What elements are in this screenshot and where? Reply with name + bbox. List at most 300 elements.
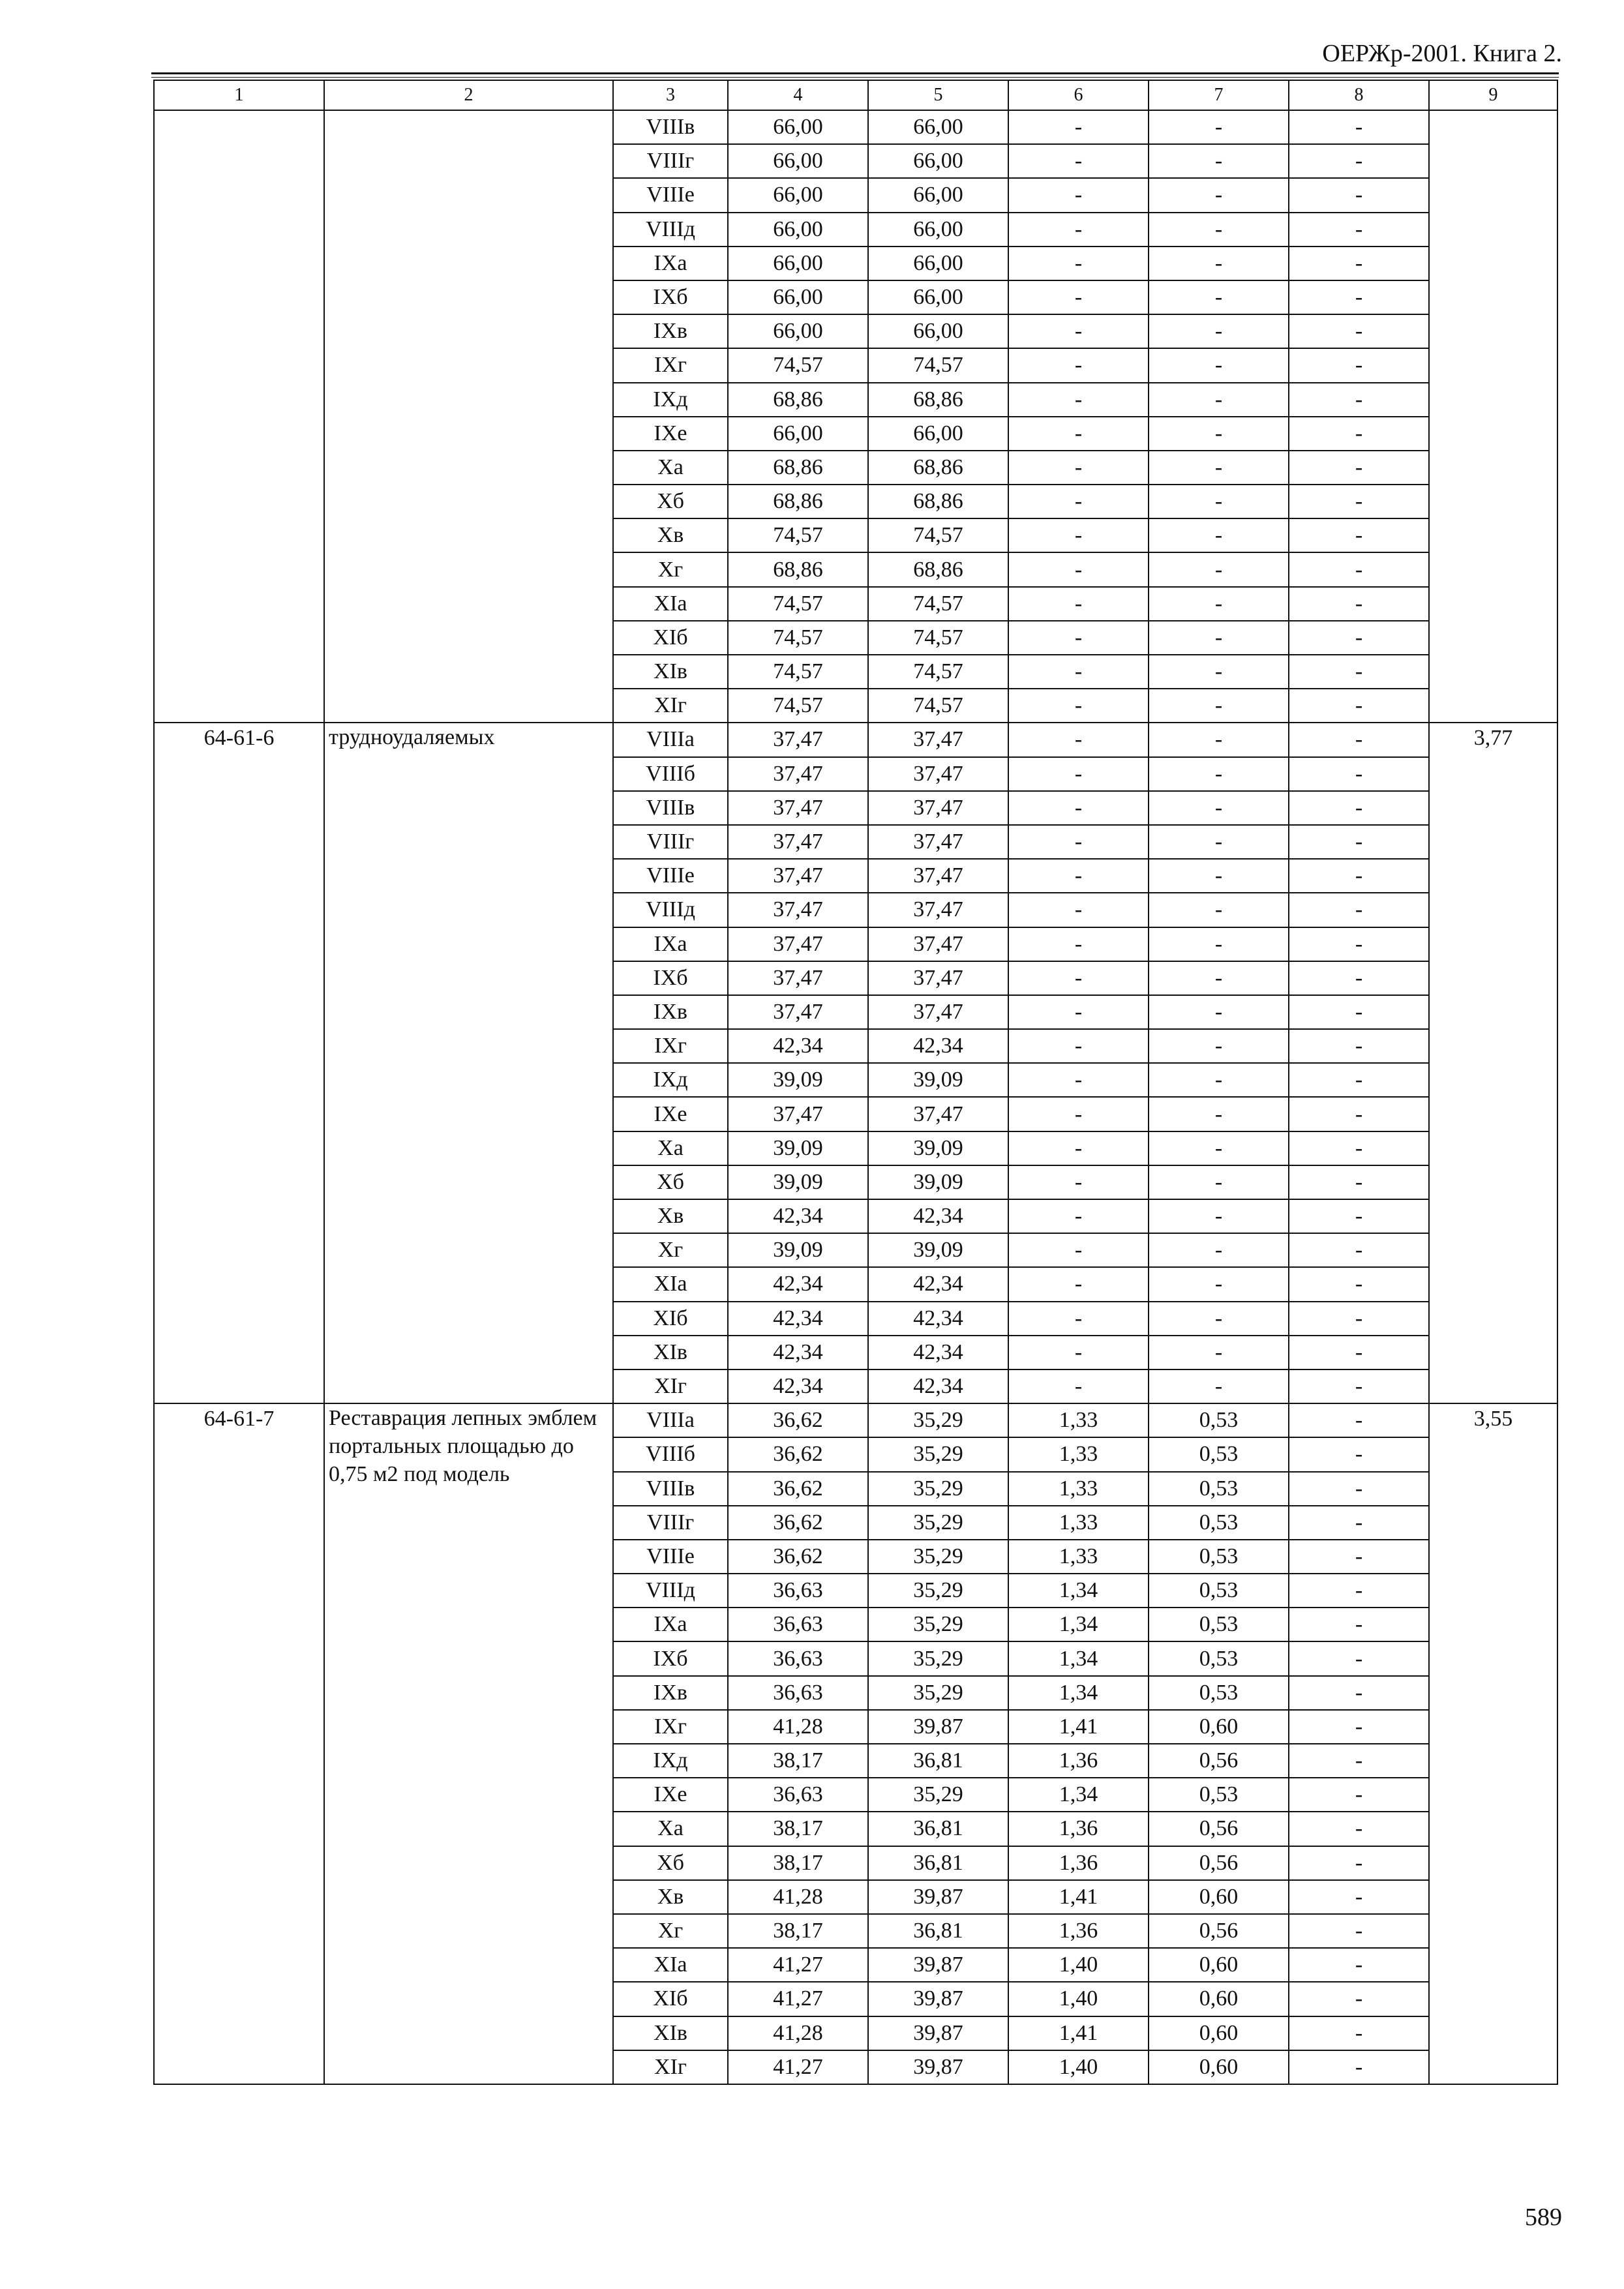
machines-cell: - — [1008, 859, 1149, 893]
zone-cell: VIIIа — [613, 1403, 728, 1437]
total-cost-cell: 68,86 — [728, 383, 868, 417]
total-cost-cell: 42,34 — [728, 1336, 868, 1369]
machinist-wages-cell: 0,56 — [1149, 1846, 1289, 1880]
total-cost-cell: 66,00 — [728, 247, 868, 280]
item-col9-value: 3,77 — [1429, 723, 1557, 1403]
machines-cell: 1,41 — [1008, 1710, 1149, 1744]
zone-cell: IXг — [613, 1710, 728, 1744]
wages-cell: 74,57 — [868, 587, 1008, 621]
machinist-wages-cell: - — [1149, 689, 1289, 723]
total-cost-cell: 42,34 — [728, 1267, 868, 1301]
materials-cell: - — [1289, 383, 1429, 417]
machinist-wages-cell: - — [1149, 383, 1289, 417]
total-cost-cell: 38,17 — [728, 1846, 868, 1880]
total-cost-cell: 41,27 — [728, 1948, 868, 1982]
machinist-wages-cell: - — [1149, 1063, 1289, 1097]
wages-cell: 36,81 — [868, 1812, 1008, 1846]
zone-cell: VIIIб — [613, 1437, 728, 1471]
machines-cell: - — [1008, 655, 1149, 689]
materials-cell: - — [1289, 1165, 1429, 1199]
materials-cell: - — [1289, 859, 1429, 893]
column-number: 2 — [324, 80, 613, 110]
zone-cell: Xа — [613, 1131, 728, 1165]
total-cost-cell: 36,63 — [728, 1676, 868, 1710]
materials-cell: - — [1289, 689, 1429, 723]
machinist-wages-cell: - — [1149, 1369, 1289, 1403]
total-cost-cell: 68,86 — [728, 552, 868, 586]
zone-cell: VIIIе — [613, 1540, 728, 1574]
wages-cell: 35,29 — [868, 1778, 1008, 1812]
machinist-wages-cell: - — [1149, 1131, 1289, 1165]
total-cost-cell: 41,28 — [728, 2016, 868, 2050]
materials-cell: - — [1289, 1131, 1429, 1165]
wages-cell: 74,57 — [868, 655, 1008, 689]
total-cost-cell: 36,63 — [728, 1608, 868, 1641]
machines-cell: 1,36 — [1008, 1744, 1149, 1778]
machinist-wages-cell: - — [1149, 451, 1289, 485]
total-cost-cell: 37,47 — [728, 995, 868, 1029]
machinist-wages-cell: 0,53 — [1149, 1437, 1289, 1471]
machinist-wages-cell: 0,53 — [1149, 1403, 1289, 1437]
wages-cell: 37,47 — [868, 1097, 1008, 1131]
machines-cell: - — [1008, 825, 1149, 859]
zone-cell: Xа — [613, 1812, 728, 1846]
materials-cell: - — [1289, 1710, 1429, 1744]
materials-cell: - — [1289, 995, 1429, 1029]
wages-cell: 36,81 — [868, 1744, 1008, 1778]
wages-cell: 37,47 — [868, 961, 1008, 995]
wages-cell: 37,47 — [868, 791, 1008, 825]
machinist-wages-cell: - — [1149, 825, 1289, 859]
zone-cell: Xб — [613, 1846, 728, 1880]
total-cost-cell: 66,00 — [728, 314, 868, 348]
total-cost-cell: 36,63 — [728, 1641, 868, 1675]
materials-cell: - — [1289, 621, 1429, 655]
machinist-wages-cell: 0,60 — [1149, 1880, 1289, 1914]
zone-cell: XIг — [613, 1369, 728, 1403]
machines-cell: 1,33 — [1008, 1540, 1149, 1574]
machines-cell: 1,34 — [1008, 1778, 1149, 1812]
total-cost-cell: 74,57 — [728, 689, 868, 723]
machines-cell: - — [1008, 927, 1149, 961]
machines-cell: 1,36 — [1008, 1914, 1149, 1948]
materials-cell: - — [1289, 213, 1429, 247]
materials-cell: - — [1289, 1744, 1429, 1778]
zone-cell: XIв — [613, 2016, 728, 2050]
materials-cell: - — [1289, 1302, 1429, 1336]
materials-cell: - — [1289, 110, 1429, 144]
header-rule-thin — [151, 77, 1559, 78]
machinist-wages-cell: - — [1149, 1267, 1289, 1301]
machines-cell: 1,40 — [1008, 1982, 1149, 2016]
zone-cell: IXа — [613, 927, 728, 961]
wages-cell: 66,00 — [868, 247, 1008, 280]
wages-cell: 35,29 — [868, 1403, 1008, 1437]
materials-cell: - — [1289, 280, 1429, 314]
materials-cell: - — [1289, 1199, 1429, 1233]
machines-cell: 1,33 — [1008, 1506, 1149, 1540]
machines-cell: - — [1008, 1097, 1149, 1131]
zone-cell: XIв — [613, 655, 728, 689]
machinist-wages-cell: - — [1149, 144, 1289, 178]
machines-cell: - — [1008, 1165, 1149, 1199]
machinist-wages-cell: - — [1149, 213, 1289, 247]
wages-cell: 42,34 — [868, 1267, 1008, 1301]
table-row — [154, 110, 1557, 144]
machinist-wages-cell: - — [1149, 1199, 1289, 1233]
machines-cell: - — [1008, 485, 1149, 518]
column-number: 1 — [154, 80, 324, 110]
zone-cell: VIIIб — [613, 757, 728, 791]
wages-cell: 39,87 — [868, 1880, 1008, 1914]
column-number: 4 — [728, 80, 868, 110]
materials-cell: - — [1289, 1812, 1429, 1846]
wages-cell: 42,34 — [868, 1336, 1008, 1369]
wages-cell: 68,86 — [868, 451, 1008, 485]
item-code — [154, 110, 324, 723]
machinist-wages-cell: - — [1149, 280, 1289, 314]
column-number: 6 — [1008, 80, 1149, 110]
machinist-wages-cell: - — [1149, 417, 1289, 451]
total-cost-cell: 38,17 — [728, 1744, 868, 1778]
zone-cell: IXд — [613, 1744, 728, 1778]
materials-cell: - — [1289, 1676, 1429, 1710]
wages-cell: 66,00 — [868, 314, 1008, 348]
materials-cell: - — [1289, 1267, 1429, 1301]
materials-cell: - — [1289, 927, 1429, 961]
zone-cell: IXб — [613, 1641, 728, 1675]
total-cost-cell: 68,86 — [728, 451, 868, 485]
wages-cell: 74,57 — [868, 348, 1008, 382]
machines-cell: - — [1008, 144, 1149, 178]
wages-cell: 36,81 — [868, 1914, 1008, 1948]
zone-cell: IXд — [613, 1063, 728, 1097]
machines-cell: 1,33 — [1008, 1403, 1149, 1437]
item-code: 64-61-7 — [154, 1403, 324, 2084]
table-row — [154, 1403, 1557, 1437]
machines-cell: - — [1008, 213, 1149, 247]
total-cost-cell: 74,57 — [728, 587, 868, 621]
machines-cell: - — [1008, 383, 1149, 417]
wages-cell: 35,29 — [868, 1472, 1008, 1506]
total-cost-cell: 66,00 — [728, 280, 868, 314]
zone-cell: IXг — [613, 348, 728, 382]
machinist-wages-cell: 0,53 — [1149, 1472, 1289, 1506]
materials-cell: - — [1289, 1982, 1429, 2016]
materials-cell: - — [1289, 1506, 1429, 1540]
wages-cell: 37,47 — [868, 995, 1008, 1029]
machines-cell: - — [1008, 1336, 1149, 1369]
total-cost-cell: 42,34 — [728, 1199, 868, 1233]
machines-cell: - — [1008, 451, 1149, 485]
materials-cell: - — [1289, 314, 1429, 348]
machinist-wages-cell: 0,53 — [1149, 1778, 1289, 1812]
machinist-wages-cell: 0,60 — [1149, 1982, 1289, 2016]
machinist-wages-cell: 0,53 — [1149, 1540, 1289, 1574]
machines-cell: 1,40 — [1008, 2050, 1149, 2084]
materials-cell: - — [1289, 1608, 1429, 1641]
machinist-wages-cell: - — [1149, 587, 1289, 621]
zone-cell: XIв — [613, 1336, 728, 1369]
wages-cell: 35,29 — [868, 1608, 1008, 1641]
zone-cell: IXв — [613, 1676, 728, 1710]
machinist-wages-cell: - — [1149, 1097, 1289, 1131]
total-cost-cell: 41,27 — [728, 2050, 868, 2084]
item-col9-value: 3,55 — [1429, 1403, 1557, 2084]
column-number: 7 — [1149, 80, 1289, 110]
machines-cell: - — [1008, 1063, 1149, 1097]
materials-cell: - — [1289, 451, 1429, 485]
column-number: 9 — [1429, 80, 1557, 110]
wages-cell: 39,87 — [868, 1948, 1008, 1982]
zone-cell: XIа — [613, 1948, 728, 1982]
wages-cell: 74,57 — [868, 621, 1008, 655]
zone-cell: VIIIв — [613, 110, 728, 144]
materials-cell: - — [1289, 2016, 1429, 2050]
machinist-wages-cell: - — [1149, 961, 1289, 995]
zone-cell: XIг — [613, 689, 728, 723]
materials-cell: - — [1289, 1403, 1429, 1437]
zone-cell: IXе — [613, 1097, 728, 1131]
machinist-wages-cell: - — [1149, 757, 1289, 791]
total-cost-cell: 41,28 — [728, 1710, 868, 1744]
zone-cell: IXа — [613, 1608, 728, 1641]
wages-cell: 39,87 — [868, 2050, 1008, 2084]
wages-cell: 68,86 — [868, 383, 1008, 417]
machinist-wages-cell: - — [1149, 723, 1289, 756]
zone-cell: Xв — [613, 1199, 728, 1233]
machines-cell: - — [1008, 110, 1149, 144]
machines-cell: - — [1008, 995, 1149, 1029]
machinist-wages-cell: 0,60 — [1149, 2050, 1289, 2084]
machinist-wages-cell: - — [1149, 1029, 1289, 1063]
materials-cell: - — [1289, 1472, 1429, 1506]
zone-cell: VIIIе — [613, 178, 728, 212]
wages-cell: 37,47 — [868, 825, 1008, 859]
machines-cell: - — [1008, 1131, 1149, 1165]
machines-cell: - — [1008, 1233, 1149, 1267]
machines-cell: - — [1008, 247, 1149, 280]
zone-cell: VIIIг — [613, 825, 728, 859]
zone-cell: IXе — [613, 1778, 728, 1812]
machinist-wages-cell: - — [1149, 655, 1289, 689]
machines-cell: - — [1008, 280, 1149, 314]
machinist-wages-cell: - — [1149, 348, 1289, 382]
machines-cell: - — [1008, 791, 1149, 825]
zone-cell: XIб — [613, 1302, 728, 1336]
rates-table-body — [154, 80, 1557, 2084]
machinist-wages-cell: - — [1149, 893, 1289, 927]
materials-cell: - — [1289, 1540, 1429, 1574]
wages-cell: 42,34 — [868, 1369, 1008, 1403]
total-cost-cell: 38,17 — [728, 1812, 868, 1846]
machinist-wages-cell: 0,56 — [1149, 1744, 1289, 1778]
materials-cell: - — [1289, 961, 1429, 995]
zone-cell: VIIIг — [613, 144, 728, 178]
zone-cell: Xа — [613, 451, 728, 485]
total-cost-cell: 41,28 — [728, 1880, 868, 1914]
materials-cell: - — [1289, 247, 1429, 280]
zone-cell: XIа — [613, 587, 728, 621]
machines-cell: 1,34 — [1008, 1608, 1149, 1641]
machinist-wages-cell: - — [1149, 621, 1289, 655]
materials-cell: - — [1289, 1437, 1429, 1471]
item-name — [324, 110, 613, 723]
wages-cell: 74,57 — [868, 518, 1008, 552]
machines-cell: - — [1008, 1199, 1149, 1233]
materials-cell: - — [1289, 1880, 1429, 1914]
machinist-wages-cell: - — [1149, 859, 1289, 893]
zone-cell: XIа — [613, 1267, 728, 1301]
column-number: 8 — [1289, 80, 1429, 110]
zone-cell: IXв — [613, 314, 728, 348]
item-code: 64-61-6 — [154, 723, 324, 1403]
wages-cell: 39,09 — [868, 1131, 1008, 1165]
header-rule — [151, 72, 1559, 74]
wages-cell: 39,09 — [868, 1063, 1008, 1097]
wages-cell: 42,34 — [868, 1199, 1008, 1233]
zone-cell: IXе — [613, 417, 728, 451]
machines-cell: - — [1008, 348, 1149, 382]
machines-cell: - — [1008, 552, 1149, 586]
wages-cell: 36,81 — [868, 1846, 1008, 1880]
machines-cell: 1,33 — [1008, 1472, 1149, 1506]
materials-cell: - — [1289, 485, 1429, 518]
materials-cell: - — [1289, 178, 1429, 212]
machinist-wages-cell: - — [1149, 110, 1289, 144]
wages-cell: 39,09 — [868, 1165, 1008, 1199]
machines-cell: 1,34 — [1008, 1641, 1149, 1675]
machinist-wages-cell: 0,60 — [1149, 2016, 1289, 2050]
table-row — [154, 723, 1557, 756]
wages-cell: 39,87 — [868, 1710, 1008, 1744]
total-cost-cell: 36,62 — [728, 1403, 868, 1437]
total-cost-cell: 74,57 — [728, 348, 868, 382]
total-cost-cell: 39,09 — [728, 1063, 868, 1097]
total-cost-cell: 74,57 — [728, 621, 868, 655]
wages-cell: 42,34 — [868, 1302, 1008, 1336]
total-cost-cell: 37,47 — [728, 825, 868, 859]
column-number-row — [154, 80, 1557, 110]
machinist-wages-cell: 0,56 — [1149, 1812, 1289, 1846]
zone-cell: VIIIд — [613, 893, 728, 927]
machinist-wages-cell: - — [1149, 247, 1289, 280]
zone-cell: IXб — [613, 280, 728, 314]
materials-cell: - — [1289, 587, 1429, 621]
zone-cell: VIIIд — [613, 1574, 728, 1608]
machinist-wages-cell: - — [1149, 178, 1289, 212]
machinist-wages-cell: 0,53 — [1149, 1574, 1289, 1608]
materials-cell: - — [1289, 1914, 1429, 1948]
machinist-wages-cell: - — [1149, 314, 1289, 348]
materials-cell: - — [1289, 1641, 1429, 1675]
machinist-wages-cell: 0,53 — [1149, 1676, 1289, 1710]
item-name: трудноудаляемых — [324, 723, 613, 1403]
machinist-wages-cell: - — [1149, 1165, 1289, 1199]
page-number: 589 — [1525, 2204, 1562, 2231]
total-cost-cell: 66,00 — [728, 213, 868, 247]
materials-cell: - — [1289, 144, 1429, 178]
materials-cell: - — [1289, 791, 1429, 825]
total-cost-cell: 66,00 — [728, 110, 868, 144]
total-cost-cell: 37,47 — [728, 893, 868, 927]
materials-cell: - — [1289, 1063, 1429, 1097]
total-cost-cell: 42,34 — [728, 1029, 868, 1063]
total-cost-cell: 38,17 — [728, 1914, 868, 1948]
machines-cell: - — [1008, 961, 1149, 995]
materials-cell: - — [1289, 518, 1429, 552]
machines-cell: 1,41 — [1008, 2016, 1149, 2050]
zone-cell: IXа — [613, 247, 728, 280]
wages-cell: 37,47 — [868, 927, 1008, 961]
materials-cell: - — [1289, 552, 1429, 586]
wages-cell: 35,29 — [868, 1506, 1008, 1540]
zone-cell: Xв — [613, 1880, 728, 1914]
total-cost-cell: 37,47 — [728, 859, 868, 893]
materials-cell: - — [1289, 1369, 1429, 1403]
machines-cell: 1,34 — [1008, 1574, 1149, 1608]
total-cost-cell: 36,62 — [728, 1540, 868, 1574]
machines-cell: 1,36 — [1008, 1846, 1149, 1880]
materials-cell: - — [1289, 1574, 1429, 1608]
materials-cell: - — [1289, 893, 1429, 927]
total-cost-cell: 36,62 — [728, 1437, 868, 1471]
machines-cell: 1,40 — [1008, 1948, 1149, 1982]
materials-cell: - — [1289, 348, 1429, 382]
machines-cell: - — [1008, 757, 1149, 791]
machines-cell: - — [1008, 314, 1149, 348]
total-cost-cell: 39,09 — [728, 1233, 868, 1267]
total-cost-cell: 39,09 — [728, 1165, 868, 1199]
machinist-wages-cell: - — [1149, 1233, 1289, 1267]
zone-cell: IXв — [613, 995, 728, 1029]
total-cost-cell: 68,86 — [728, 485, 868, 518]
total-cost-cell: 66,00 — [728, 144, 868, 178]
materials-cell: - — [1289, 1233, 1429, 1267]
machines-cell: - — [1008, 723, 1149, 756]
machinist-wages-cell: - — [1149, 927, 1289, 961]
machines-cell: - — [1008, 689, 1149, 723]
zone-cell: VIIIа — [613, 723, 728, 756]
materials-cell: - — [1289, 417, 1429, 451]
machines-cell: - — [1008, 178, 1149, 212]
column-number: 3 — [613, 80, 728, 110]
total-cost-cell: 42,34 — [728, 1369, 868, 1403]
wages-cell: 66,00 — [868, 213, 1008, 247]
item-col9-value — [1429, 110, 1557, 723]
wages-cell: 42,34 — [868, 1029, 1008, 1063]
materials-cell: - — [1289, 825, 1429, 859]
machines-cell: 1,34 — [1008, 1676, 1149, 1710]
wages-cell: 39,87 — [868, 1982, 1008, 2016]
zone-cell: XIб — [613, 1982, 728, 2016]
zone-cell: XIг — [613, 2050, 728, 2084]
machinist-wages-cell: 0,60 — [1149, 1710, 1289, 1744]
wages-cell: 35,29 — [868, 1574, 1008, 1608]
total-cost-cell: 36,63 — [728, 1778, 868, 1812]
wages-cell: 66,00 — [868, 110, 1008, 144]
zone-cell: VIIIв — [613, 1472, 728, 1506]
materials-cell: - — [1289, 1336, 1429, 1369]
machines-cell: - — [1008, 417, 1149, 451]
total-cost-cell: 66,00 — [728, 178, 868, 212]
wages-cell: 66,00 — [868, 417, 1008, 451]
machines-cell: - — [1008, 518, 1149, 552]
total-cost-cell: 36,62 — [728, 1506, 868, 1540]
machines-cell: 1,36 — [1008, 1812, 1149, 1846]
rates-table — [153, 80, 1558, 2085]
machines-cell: - — [1008, 587, 1149, 621]
